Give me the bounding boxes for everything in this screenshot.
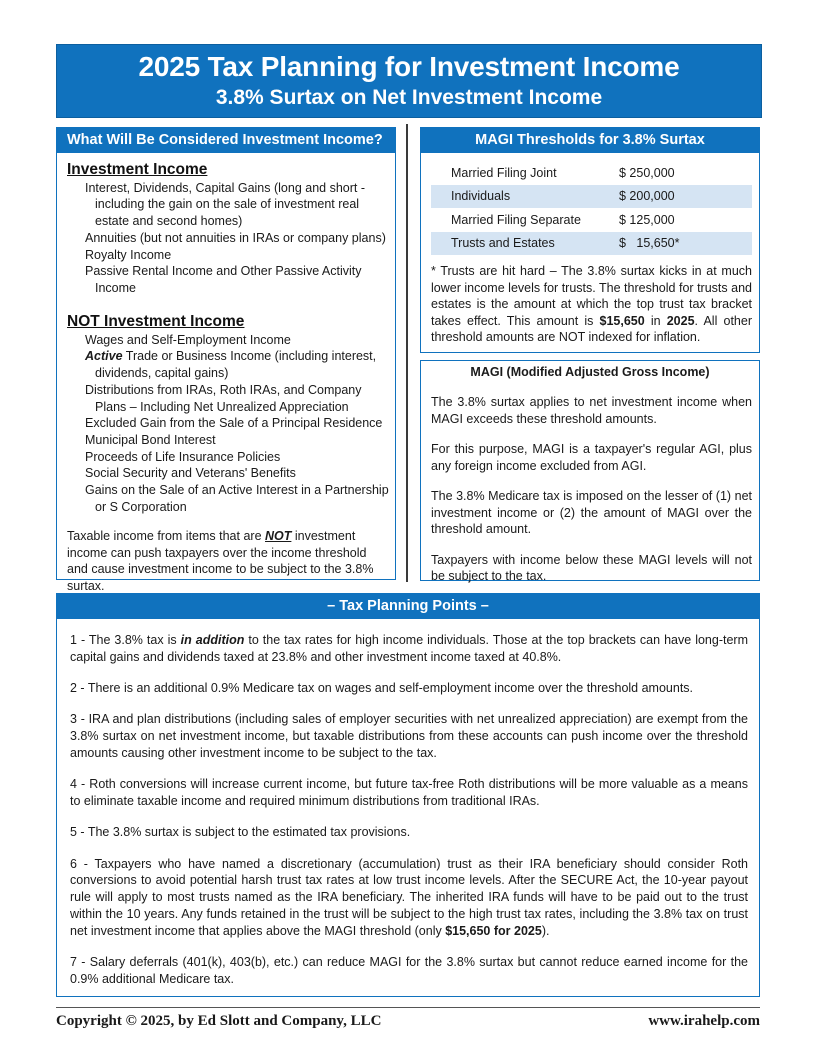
table-row: Trusts and Estates $ 15,650* [431,232,752,256]
paragraph: The 3.8% surtax applies to net investment income when MAGI exceeds these threshold amounts. [431,395,752,426]
table-row: Individuals $ 200,000 [431,185,752,209]
tax-planning-panel [56,593,760,997]
magi-thresholds-panel [420,127,760,353]
planning-point: 3 - IRA and plan distributions (including sales of employer securities with net unrealized appreciation) are exempt from the 3.8% surtax on net investment income, but taxable distributions from these accounts can push income over the threshold amounts causing other investment income to be subject to the tax. [70,712,748,760]
paragraph: For this purpose, MAGI is a taxpayer's regular AGI, plus any foreign income excluded from AGI. [431,442,752,473]
list-item: Gains on the Sale of an Active Interest in a Partnership or S Corporation [85,483,389,514]
footer-divider [56,1007,760,1008]
table-row: Married Filing Separate $ 125,000 [451,212,675,227]
column-divider [406,124,408,582]
not-investment-income-title: NOT Investment Income [67,313,245,330]
not-investment-income-section [67,314,389,515]
planning-point: 6 - Taxpayers who have named a discretionary (accumulation) trust as their IRA beneficiary should consider Roth conversions to avoid potential harsh trust tax rates at low trust income levels. After the SECURE Act, the 10-year payout rule will apply to most trusts named as the IRA beneficiary. The inherited IRA funds will have to be paid out to the trust within the 10 years. Any funds retained in the trust will be subject to the high trust tax rates, including the 3.8% tax on trust net investment income that applies above the MAGI threshold (only $15,650 for 2025). [70,856,748,938]
website-link[interactable]: www.irahelp.com [648,1013,760,1029]
magi-definition-heading: MAGI (Modified Adjusted Gross Income) [470,365,710,379]
magi-definition-body [431,394,752,599]
planning-point: 5 - The 3.8% surtax is subject to the estimated tax provisions. [70,825,411,840]
list-item: Wages and Self-Employment Income [85,332,291,347]
taxable-income-note: Taxable income from items that are NOT investment income can push taxpayers over the income threshold and cause investment income to be subject to the 3.8% surtax. [67,529,374,594]
list-item: Active Trade or Business Income (including interest, dividends, capital gains) [85,349,377,381]
planning-point: 1 - The 3.8% tax is in addition to the tax rates for high income individuals. Those at the top brackets can have long-term capital gains and dividends taxed at 23.8% and other investment income taxed at 40.8%. [70,633,748,664]
trusts-note: * Trusts are hit hard – The 3.8% surtax kicks in at much lower income levels for trusts. The threshold for trusts and estates is the amount at which the top trust tax bracket takes effect. This amount is $15,650 in 2025. All other threshold amounts are NOT indexed for inflation. [431,264,752,344]
not-emphasis: NOT [265,529,292,543]
active-emphasis: Active [85,349,123,364]
list-item: Distributions from IRAs, Roth IRAs, and Company Plans – Including Net Unrealized Appreciation [85,382,362,414]
planning-point: 7 - Salary deferrals (401(k), 403(b), etc.) can reduce MAGI for the 3.8% surtax but cannot reduce earned income for the 0.9% additional Medicare tax. [70,955,748,986]
magi-thresholds-heading: MAGI Thresholds for 3.8% Surtax [421,128,759,153]
table-row: Married Filing Joint $ 250,000 [451,165,675,180]
list-item: Annuities (but not annuities in IRAs or company plans) [85,230,386,245]
magi-definition-panel [420,360,760,581]
list-item: Social Security and Veterans' Benefits [85,466,296,481]
list-item: Passive Rental Income and Other Passive Activity Income [85,264,362,295]
list-item: Proceeds of Life Insurance Policies [85,449,281,464]
page-subtitle: 3.8% Surtax on Net Investment Income [215,86,603,109]
title-banner [56,44,762,118]
investment-income-section [67,162,389,297]
copyright-text: Copyright © 2025, by Ed Slott and Company, LLC [56,1013,382,1029]
investment-income-title: Investment Income [67,161,208,178]
list-item: Royalty Income [85,247,172,262]
planning-point: 4 - Roth conversions will increase current income, but future tax-free Roth distributions will be more valuable as a means to eliminate taxable income and required minimum distributions from traditional IRAs. [70,777,748,809]
investment-income-heading: What Will Be Considered Investment Income? [57,128,395,153]
planning-point: 2 - There is an additional 0.9% Medicare tax on wages and self-employment income over the threshold amounts. [70,681,694,696]
tax-planning-heading: – Tax Planning Points – [57,594,759,619]
magi-thresholds-table [431,161,752,255]
paragraph: The 3.8% Medicare tax is imposed on the lesser of (1) net investment income or (2) the amount of MAGI over the threshold amount. [431,489,752,536]
list-item: Interest, Dividends, Capital Gains (long and short - including the gain on the sale of investment real estate and second homes) [85,180,365,229]
paragraph: Taxpayers with income below these MAGI levels will not be subject to the tax. [431,552,752,583]
list-item: Excluded Gain from the Sale of a Principal Residence [85,416,383,431]
investment-income-panel [56,127,396,594]
page-title: 2025 Tax Planning for Investment Income [138,51,680,82]
tax-planning-body [70,632,748,1002]
list-item: Municipal Bond Interest [85,432,216,447]
